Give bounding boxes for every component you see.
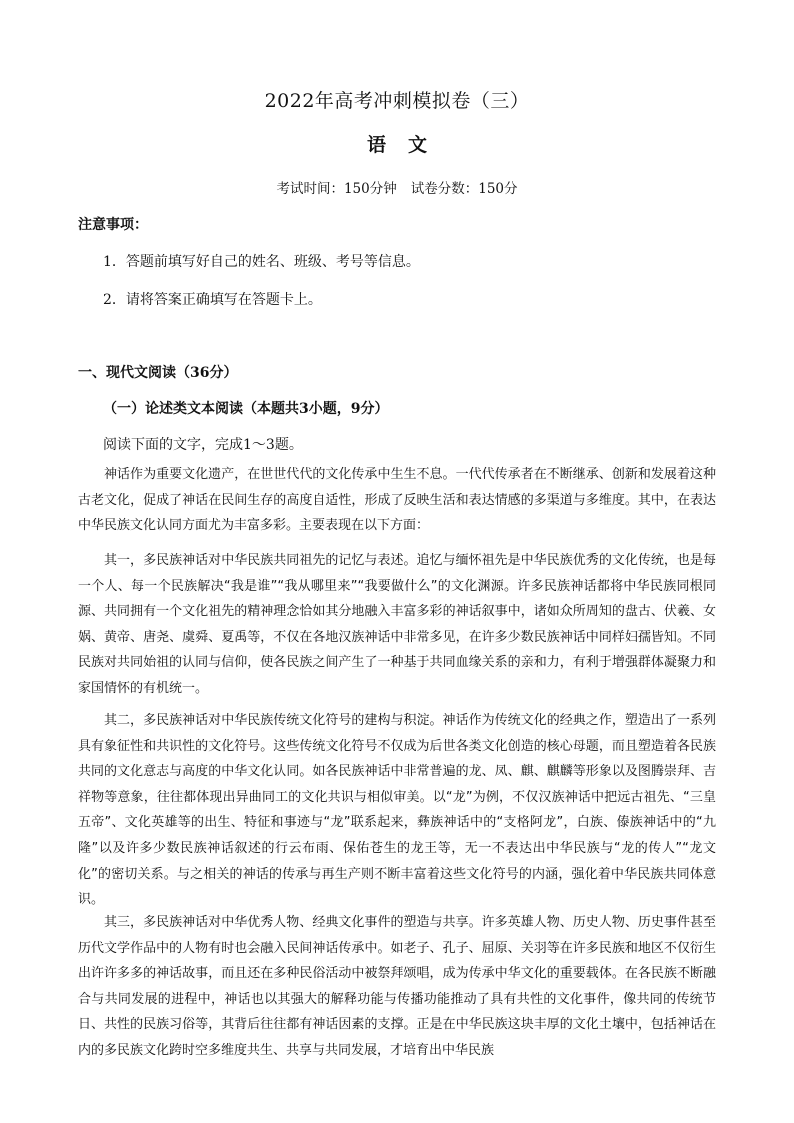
exam-info: [0, 177, 794, 197]
exam-title: 2022年高考冲刺模拟卷（三）: [264, 90, 530, 112]
exam-score: 试卷分数：150分: [410, 181, 518, 197]
notice-title: 注意事项：: [78, 217, 148, 233]
paragraph-3: 其二，多民族神话对中华民族传统文化符号的建构与积淀。神话作为传统文化的经典之作，塑造出了一系列具有象征性和共识性的文化符号。这些传统文化符号不仅成为后世各类文化创造的核心母题，而且塑造着各民族共同的文化意志与高度的中华文化认同。如各民族神话中非常普遍的龙、凤、麒、麒麟等形象以及图腾崇拜、吉祥物等意象，往往都体现出异曲同工的文化共识与相似审美。以“龙”为例，不仅汉族神话中把远古祖先、“三皇五帝”、文化英雄等的出生、特征和事迹与“龙”联系起来，彝族神话中的“支格阿龙”，白族、傣族神话中的“九隆”以及许多少数民族神话叙述的行云布雨、保佑苍生的龙王等，无一不表达出中华民族与“龙的传人”“龙文化”的密切关系。与之相关的神话的传承与再生产则不断丰富着这些文化符号的内涵，强化着中华民族共同体意识。: [78, 713, 716, 908]
paragraph-2: 其一，多民族神话对中华民族共同祖先的记忆与表述。追忆与缅怀祖先是中华民族优秀的文化传统，也是每一个人、每一个民族解决“我是谁”“我从哪里来”“我要做什么”的文化渊源。许多民族神话都将中华民族同根同源、共同拥有一个文化祖先的精神理念恰如其分地融入丰富多彩的神话叙事中，诸如众所周知的盘古、伏羲、女娲、黄帝、唐尧、虞舜、夏禹等，不仅在各地汉族神话中非常多见，在许多少数民族神话中同样妇孺皆知。不同民族对共同始祖的认同与信仰，使各民族之间产生了一种基于共同血缘关系的亲和力，有利于增强群体凝聚力和家国情怀的有机统一。: [78, 553, 716, 696]
exam-time: 考试时间：150分钟: [276, 181, 397, 197]
section-title: 一、现代文阅读（36分）: [78, 365, 238, 381]
paragraph-1: 神话作为重要文化遗产，在世世代代的文化传承中生生不息。一代代传承者在不断继承、创新和发展着这种古老文化，促成了神话在民间生存的高度自适性，形成了反映生活和表达情感的多渠道与多维度。其中，在表达中华民族文化认同方面尤为丰富多彩。主要表现在以下方面：: [78, 467, 716, 534]
exam-subject: 语文: [366, 134, 449, 156]
subsection-title: （一）论述类文本阅读（本题共3小题，9分）: [103, 401, 389, 417]
reading-instruction: 阅读下面的文字，完成1～3题。: [103, 437, 303, 453]
notice-item-1: 1．答题前填写好自己的姓名、班级、考号等信息。: [103, 254, 420, 270]
notice-item-2: 2．请将答案正确填写在答题卡上。: [103, 292, 322, 308]
paragraph-4: 其三，多民族神话对中华优秀人物、经典文化事件的塑造与共享。许多英雄人物、历史人物、历史事件甚至历代文学作品中的人物有时也会融入民间神话传承中。如老子、孔子、屈原、关羽等在许多民族和地区不仅衍生出许许多多的神话故事，而且还在多种民俗活动中被祭拜颂唱，成为传承中华文化的重要载体。在各民族不断融合与共同发展的进程中，神话也以其强大的解释功能与传播功能推动了具有共性的文化事件，像共同的传统节日、共性的民族习俗等，其背后往往都有神话因素的支撑。正是在中华民族这块丰厚的文化土壤中，包括神话在内的多民族文化跨时空多维度共生、共享与共同发展，才培育出中华民族: [78, 915, 716, 1058]
